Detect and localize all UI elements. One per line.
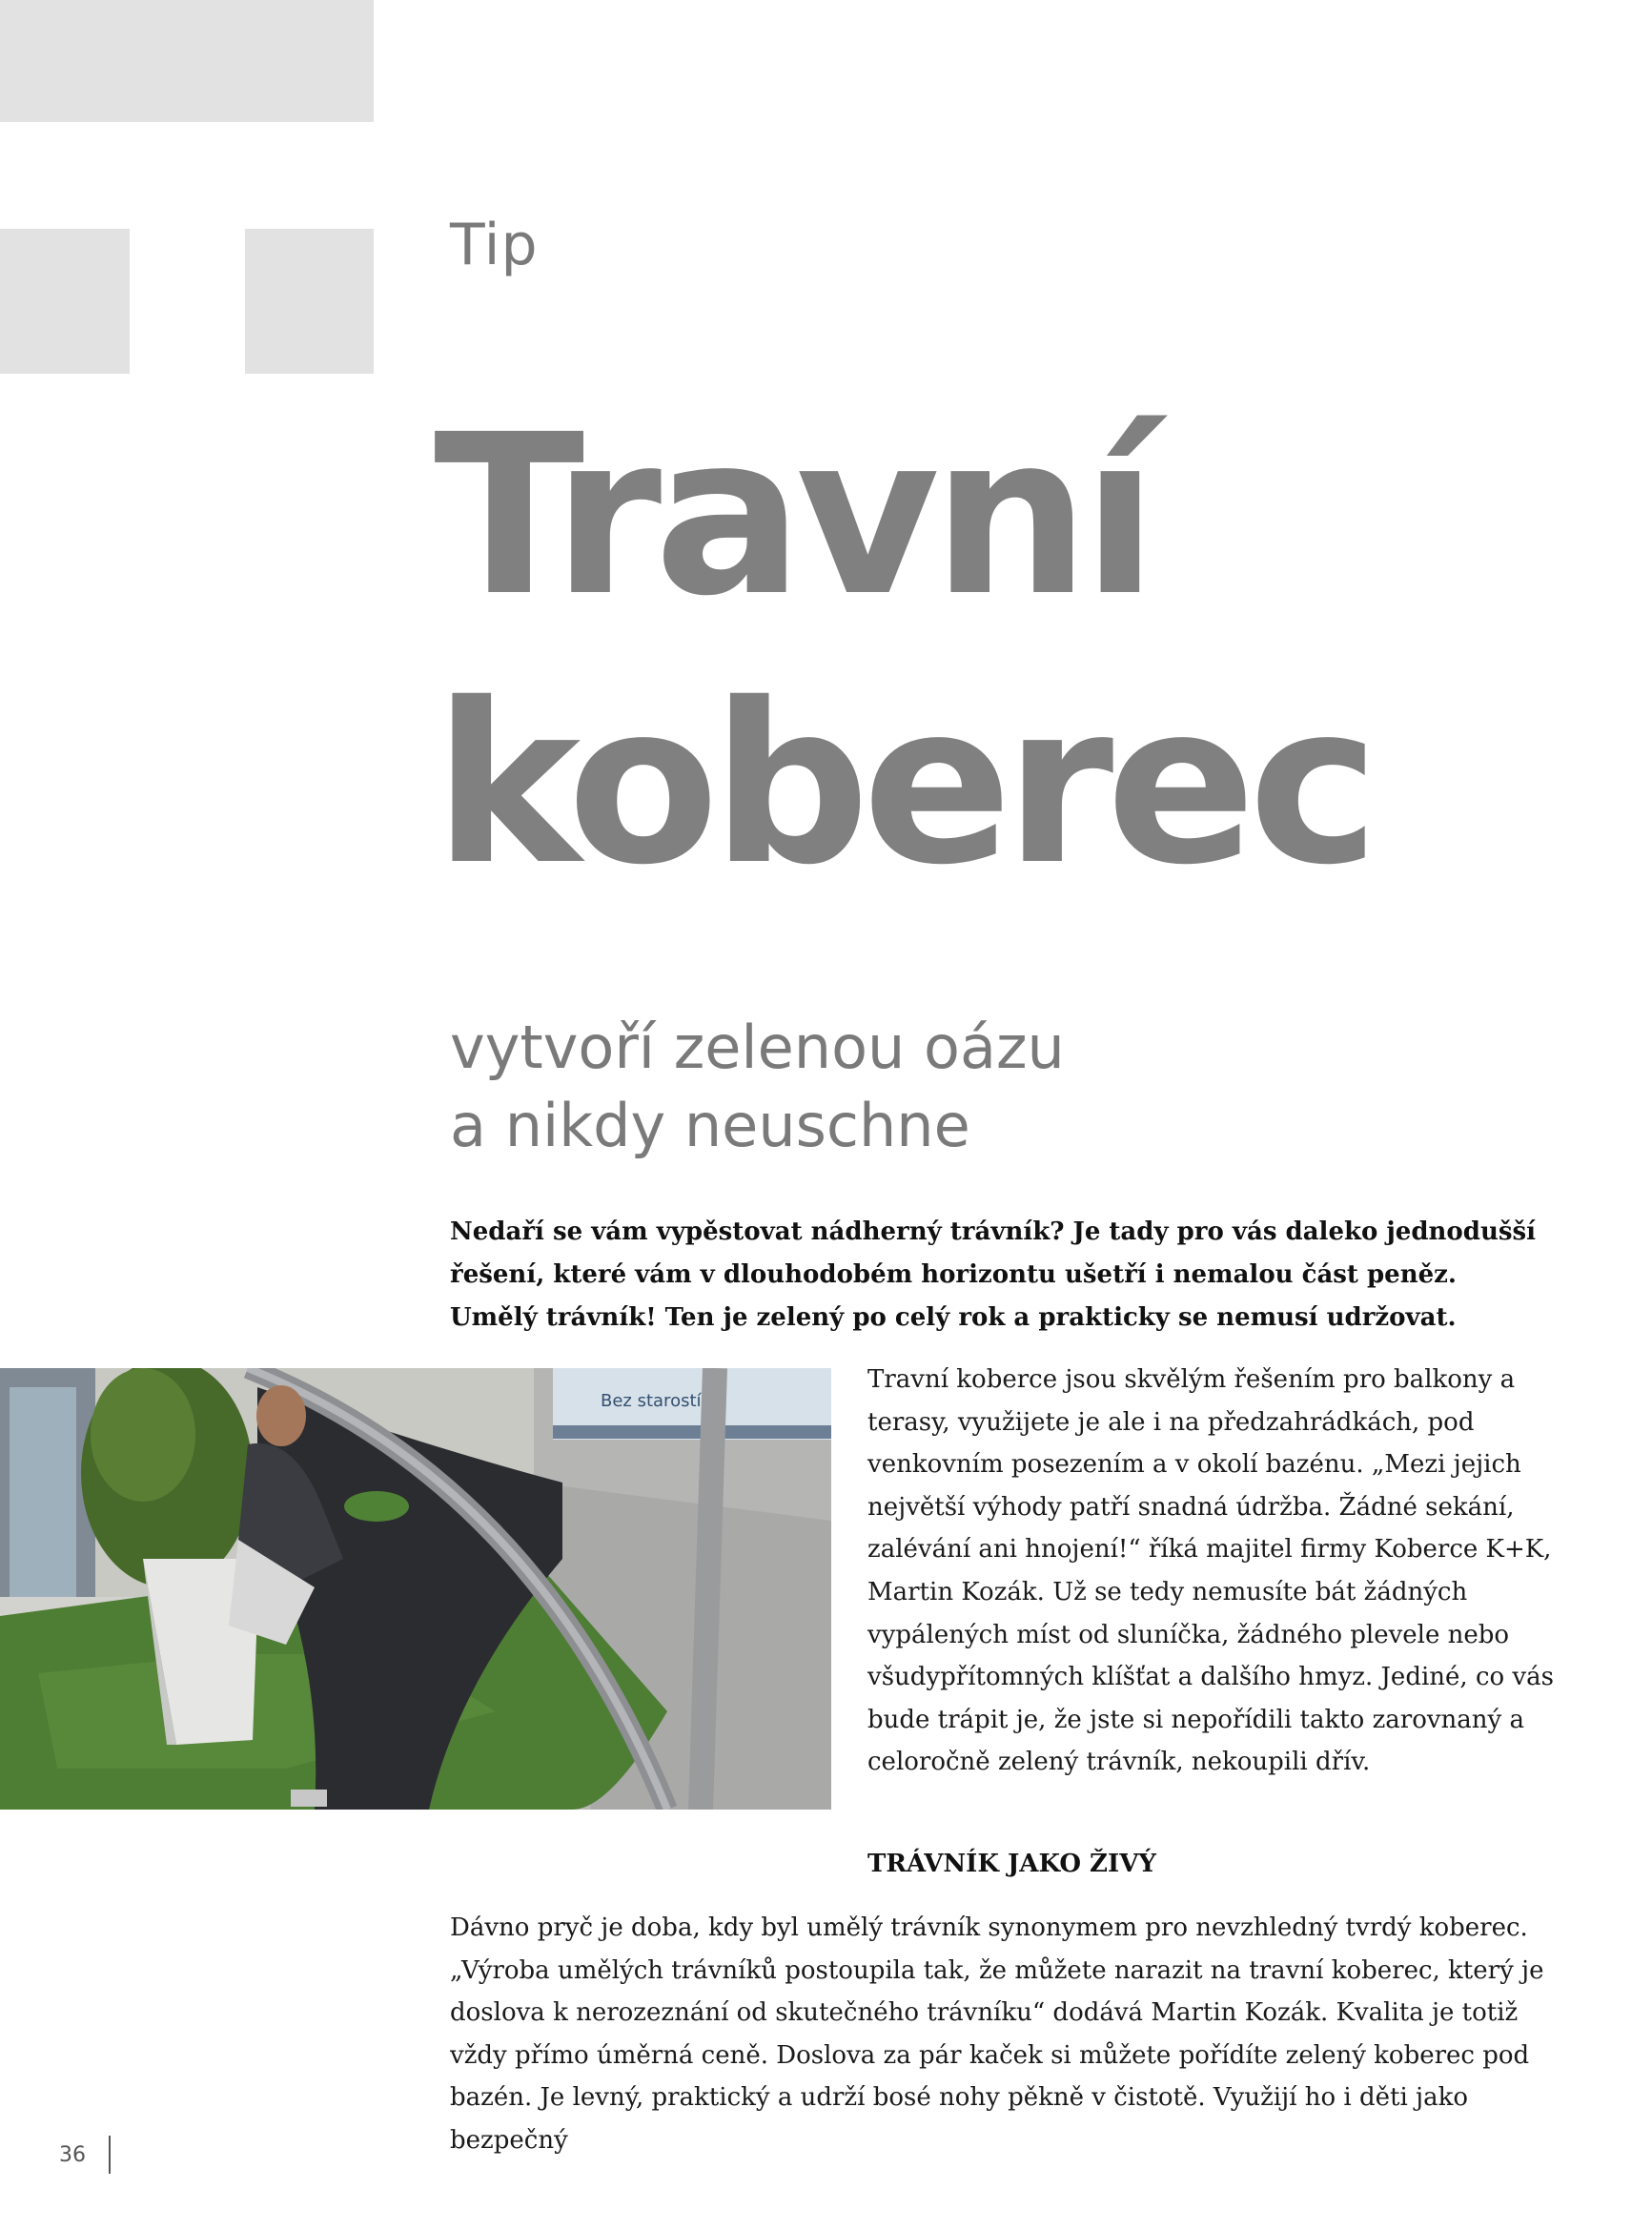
subhead-line-2: a nikdy neuschne <box>450 1091 970 1160</box>
article-lead: Nedaří se vám vypěstovat nádherný trávník? Je tady pro vás daleko jednodušší řešení, které vám v dlouhodobém horizontu ušetří i nemalou část peněz. Umělý trávník! Ten je zelený po celý rok a prakticky se nemusí udržovat. <box>450 1217 1536 1332</box>
article-subhead <box>450 1009 1065 1165</box>
headline-line-1: Travní <box>434 387 1151 644</box>
subhead-line-1: vytvoří zelenou oázu <box>450 1013 1065 1082</box>
section-title: TRÁVNÍK JAKO ŽIVÝ <box>867 1850 1156 1878</box>
balcony-photo <box>0 1368 831 1810</box>
article-headline <box>434 381 1372 919</box>
page-number-rule <box>109 2136 111 2174</box>
decorative-block-left <box>0 229 130 374</box>
decorative-block-right <box>245 229 374 374</box>
article-body: Dávno pryč je doba, kdy byl umělý trávník synonymem pro nevzhledný tvrdý koberec. „Výroba umělých trávníků postoupila tak, že můžete narazit na travní koberec, který je doslova k nerozeznání od skutečného trávníku“ dodává Martin Kozák. Kvalita je totiž vždy přímo úměrná ceně. Doslova za pár kaček si můžete pořídíte zelený koberec pod bazén. Je levný, praktický a udrží bosé nohy pěkně v čistotě. Využijí ho i děti jako bezpečný <box>450 1913 1544 2155</box>
headline-line-2: koberec <box>434 656 1373 913</box>
article-kicker: Tip <box>450 212 539 278</box>
bus-sign-text: Bez starostí <box>601 1391 702 1411</box>
decorative-block-top <box>0 0 374 122</box>
page-number: 36 <box>59 2143 86 2167</box>
article-column-right: Travní koberce jsou skvělým řešením pro balkony a terasy, využijete je ale i na předzahrádkách, pod venkovním posezením a v okolí bazénu. „Mezi jejich největší výhody patří snadná údržba. Žádné sekání, zalévání ani hnojení!“ říká majitel firmy Koberce K+K, Martin Kozák. Už se tedy nemusíte bát žádných vypálených míst od sluníčka, žádného plevele nebo všudypřítomných klíšťat a dalšího hmyz. Jediné, co vás bude trápit je, že jste si nepořídili takto zarovnaný a celoročně zelený trávník, nekoupili dřív. <box>867 1365 1554 1777</box>
